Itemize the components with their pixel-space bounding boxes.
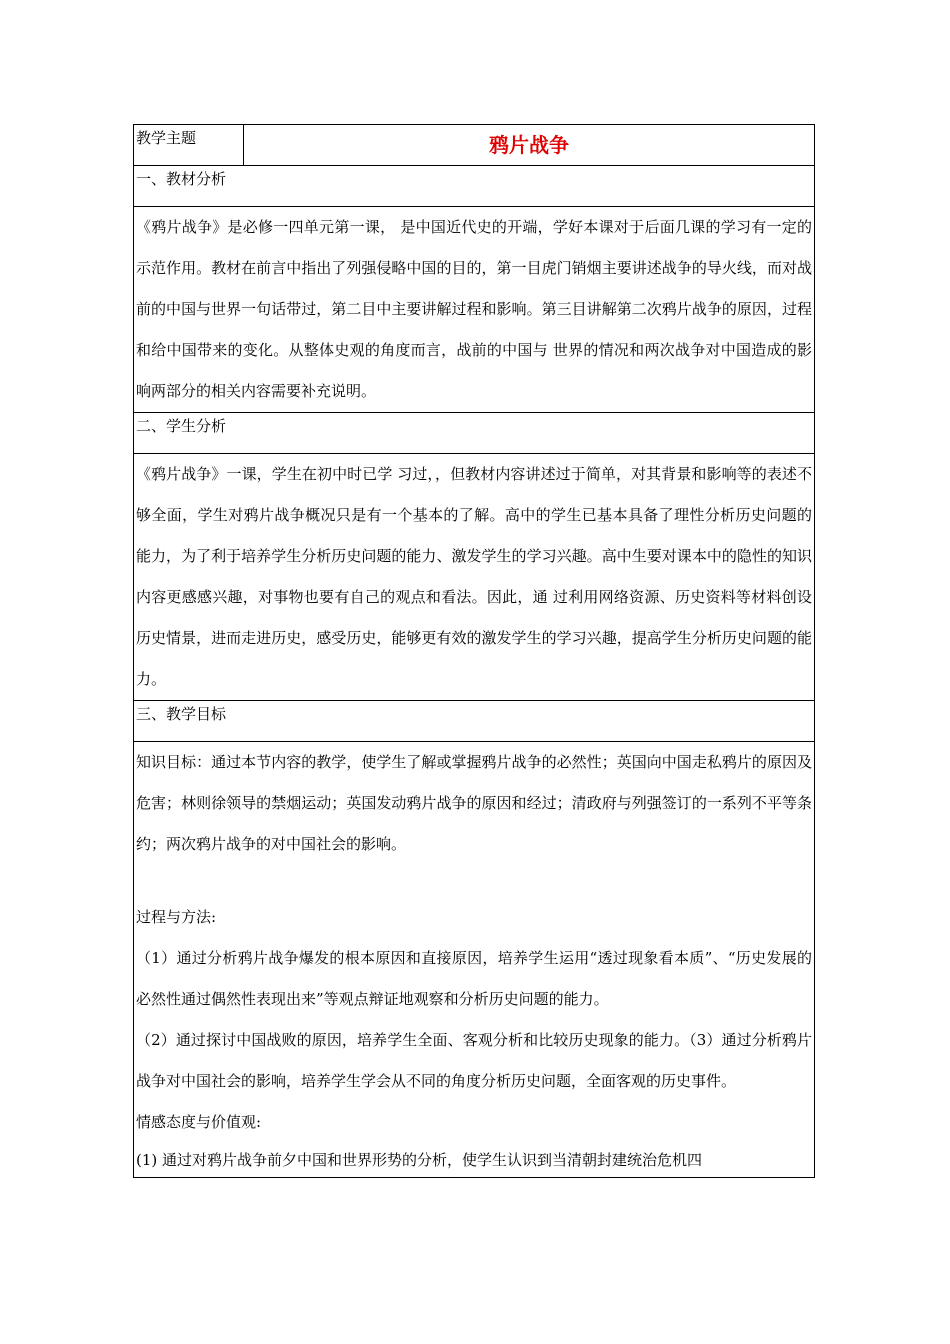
process-method-item-1: （1）通过分析鸦片战争爆发的根本原因和直接原因，培养学生运用“透过现象看本质”、“历史发展的必然性通过偶然性表现出来”等观点辩证地观察和分析历史问题的能力。 [136,949,812,1008]
textbook-body-row [134,207,815,413]
process-method-heading: 过程与方法: [136,908,217,926]
students-heading-row [134,413,815,454]
students-body-row [134,454,815,701]
process-method-item-2: （2）通过探讨中国战败的原因，培养学生全面、客观分析和比较历史现象的能力。（3）通过分析鸦片战争对中国社会的影响，培养学生学会从不同的角度分析历史问题，全面客观的历史事件。 [136,1031,812,1090]
textbook-analysis-heading: 一、教材分析 [134,166,815,207]
goals-body-row [134,742,815,1178]
topic-row [134,125,815,166]
lesson-plan-table [133,124,815,1178]
emotion-value-item-1: (1) 通过对鸦片战争前夕中国和世界形势的分析，使学生认识到当清朝封建统治危机四 [136,1151,703,1169]
textbook-analysis-text: 《鸦片战争》是必修一四单元第一课， 是中国近代史的开端，学好本课对于后面几课的学习有一定的示范作用。教材在前言中指出了列强侵略中国的目的，第一目虎门销烟主要讲述战争的导火线，而对战 前的中国与世界一句话带过，第二目中主要讲解过程和影响。第三目讲解第二次鸦片战争的原因，过程和给中国带来的变化。从整体史观的角度而言，战前的中国与 世界的情况和两次战争对中国造成的影响两部分的相关内容需要补充说明。 [136,218,812,400]
teaching-goals-cell [134,742,815,1178]
knowledge-goal-text: 知识目标：通过本节内容的教学，使学生了解或掌握鸦片战争的必然性；英国向中国走私鸦片的原因及危害；林则徐领导的禁烟运动；英国发动鸦片战争的原因和经过；清政府与列强签订的一系列不平等条约；两次鸦片战争的对中国社会的影响。 [136,753,812,853]
teaching-goals-heading: 三、教学目标 [134,701,815,742]
textbook-analysis-cell [134,207,815,413]
topic-label: 教学主题 [134,125,244,166]
student-analysis-cell [134,454,815,701]
goals-heading-row [134,701,815,742]
student-analysis-text: 《鸦片战争》一课，学生在初中时已学 习过，，但教材内容讲述过于简单，对其背景和影响等的表述不够全面，学生对鸦片战争概况只是有一个基本的了解。高中的学生已基本具备了理性分析历史问题的 能力，为了利于培养学生分析历史问题的能力、激发学生的学习兴趣。高中生要对课本中的隐性的知识内容更感感兴趣，对事物也要有自己的观点和看法。因此，通 过利用网络资源、历史资料等材料创设历史情景，进而走进历史，感受历史，能够更有效的激发学生的学习兴趣，提高学生分析历史问题的能力。 [136,465,812,688]
paragraph-gap [136,865,812,897]
student-analysis-heading: 二、学生分析 [134,413,815,454]
textbook-heading-row [134,166,815,207]
topic-title: 鸦片战争 [244,125,815,166]
emotion-value-heading: 情感态度与价值观: [136,1113,262,1131]
